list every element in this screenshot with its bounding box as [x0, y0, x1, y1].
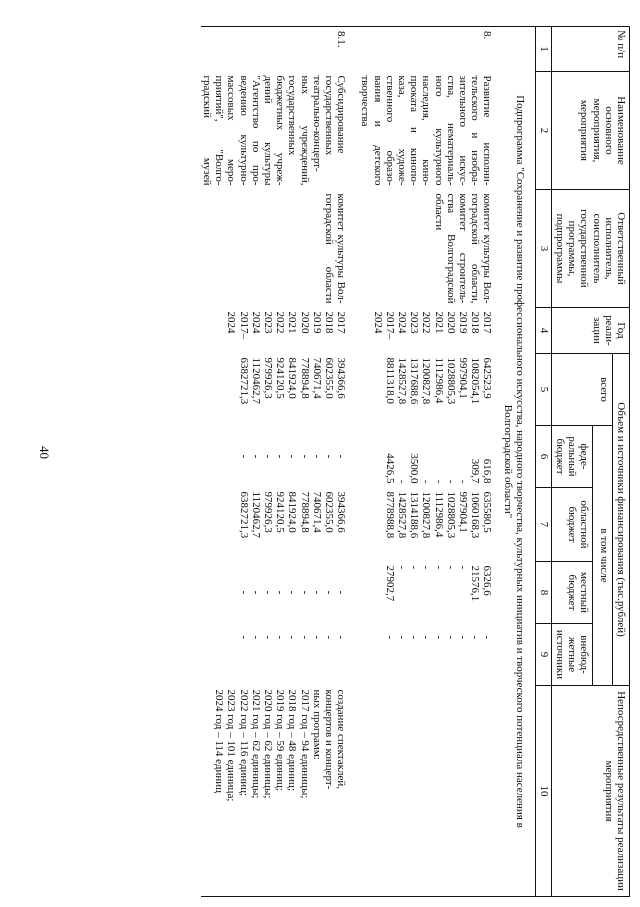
- extra-cell: -: [408, 635, 421, 640]
- column-number: 9: [535, 624, 551, 686]
- total-cell: 642523,9: [481, 357, 494, 399]
- federal-cell: -: [395, 479, 408, 484]
- year-cell: 2023: [261, 311, 274, 334]
- local-cell: -: [261, 590, 274, 595]
- local-cell: -: [420, 565, 433, 570]
- federal-cell: -: [456, 479, 469, 484]
- regional-cell: 997904,1: [456, 491, 469, 533]
- row-extra: [359, 624, 493, 686]
- table-header: [551, 27, 629, 897]
- header-responsible: Ответственный исполнитель, соисполнитель государственной программы, подпрограммы: [551, 190, 629, 308]
- total-cell: 1028805,3: [444, 357, 457, 405]
- row-responsible: [201, 190, 347, 308]
- responsible-line: ства Волгоградской: [444, 193, 457, 304]
- year-cell: 2021: [286, 311, 299, 334]
- total-cell: 1317688,6: [408, 357, 421, 405]
- name-line: проката и кинопо-: [408, 75, 421, 186]
- local-cell: -: [456, 565, 469, 570]
- program-table: [201, 26, 630, 897]
- name-line: ведению культурно-: [237, 75, 250, 186]
- total-cell: 1120462,7: [249, 357, 262, 404]
- name-line: бюджетных учреж-: [274, 75, 287, 186]
- year-cell: 2019: [456, 311, 469, 334]
- federal-cell: -: [274, 454, 287, 459]
- federal-cell: -: [286, 454, 299, 459]
- row-total: [201, 354, 347, 426]
- federal-cell: -: [420, 479, 433, 484]
- regional-cell: 924120,5: [274, 491, 287, 533]
- extra-cell: -: [322, 635, 335, 640]
- row-responsible: [359, 190, 493, 308]
- local-cell: -: [298, 590, 311, 595]
- federal-cell: 4426,5: [383, 453, 396, 484]
- row-name: [359, 72, 493, 190]
- row-number: 8.: [359, 27, 493, 72]
- regional-cell: 778894,8: [298, 491, 311, 533]
- column-number-row: [535, 27, 551, 897]
- extra-cell: -: [456, 635, 469, 640]
- extra-cell: -: [444, 635, 457, 640]
- responsible-line: комитет строитель-: [456, 193, 469, 304]
- header-results: Непосредственные результаты реализации мероприятия: [551, 686, 629, 897]
- column-number: 6: [535, 426, 551, 488]
- year-cell: 2022: [420, 311, 433, 334]
- regional-cell: 979926,3: [261, 491, 274, 533]
- federal-cell: -: [249, 454, 262, 459]
- result-line: 2020 год – 62 единицы;: [261, 689, 274, 799]
- year-cell: 2017–2024: [225, 311, 250, 339]
- total-cell: 1200827,8: [420, 357, 433, 405]
- federal-cell: -: [298, 454, 311, 459]
- local-cell: -: [274, 590, 287, 595]
- result-line: 2021 год – 62 единицы;: [249, 689, 262, 799]
- name-line: градский музей: [200, 75, 213, 186]
- name-line: массовых меро-: [225, 75, 238, 186]
- responsible-line: комитет культуры Вол-: [481, 193, 494, 304]
- header-name: Наименование основного мероприятия, мероприятия: [551, 72, 629, 190]
- name-line: ных учреждений,: [298, 75, 311, 186]
- federal-cell: -: [322, 454, 335, 459]
- table-row-8: [359, 27, 493, 897]
- total-cell: 841924,0: [286, 357, 299, 399]
- row-years: [359, 308, 493, 354]
- name-line: дений культуры: [261, 75, 274, 186]
- regional-cell: 740671,4: [310, 491, 323, 533]
- regional-cell: 1060168,3: [469, 491, 482, 539]
- federal-cell: -: [335, 454, 348, 459]
- regional-cell: 6382721,3: [237, 491, 250, 539]
- total-cell: 6382721,3: [237, 357, 250, 405]
- local-cell: 27902,7: [383, 565, 396, 602]
- header-extra: внебюд-жетные источники: [551, 624, 593, 686]
- total-cell: 924120,5: [274, 357, 287, 399]
- table-row-8-1: [201, 27, 347, 897]
- row-local: [359, 562, 493, 624]
- federal-cell: 3500,0: [408, 453, 421, 484]
- header-regional: областной бюджет: [551, 488, 593, 562]
- header-including: в том числе: [593, 426, 612, 686]
- regional-cell: 841924,0: [286, 491, 299, 533]
- column-number: 8: [535, 562, 551, 624]
- federal-cell: -: [237, 454, 250, 459]
- header-local: местный бюджет: [551, 562, 593, 624]
- total-cell: 394366,6: [335, 357, 348, 399]
- total-cell: 8811318,0: [383, 357, 396, 404]
- result-line: 2024 год – 114 единиц: [213, 689, 226, 794]
- local-cell: -: [395, 565, 408, 570]
- name-line: тельского и изобра-: [469, 75, 482, 186]
- year-cell: 2019: [310, 311, 323, 334]
- regional-cell: 1120462,7: [249, 491, 262, 538]
- year-cell: 2018: [322, 311, 335, 334]
- name-line: каза, художе-: [395, 75, 408, 186]
- name-line: Развитие исполни-: [481, 75, 494, 186]
- row-total: [359, 354, 493, 426]
- header-year: Год реали-зации: [551, 308, 629, 354]
- row-results: [201, 686, 347, 897]
- extra-cell: -: [432, 635, 445, 640]
- responsible-line: области: [432, 193, 445, 231]
- column-number: 7: [535, 488, 551, 562]
- regional-cell: 1314188,6: [408, 491, 421, 539]
- year-cell: 2024: [395, 311, 408, 334]
- federal-cell: -: [310, 454, 323, 459]
- regional-cell: 602355,0: [322, 491, 335, 533]
- extra-cell: -: [274, 635, 287, 640]
- result-line: 2017 год – 94 единицы;: [298, 689, 311, 799]
- extra-cell: -: [420, 635, 433, 640]
- year-cell: 2018: [469, 311, 482, 334]
- federal-cell: -: [444, 479, 457, 484]
- extra-cell: -: [335, 635, 348, 640]
- row-name: [201, 72, 347, 190]
- extra-cell: -: [237, 635, 250, 640]
- result-line: 2022 год – 116 единиц;: [237, 689, 250, 797]
- regional-cell: 1428527,8: [395, 491, 408, 539]
- extra-cell: -: [286, 635, 299, 640]
- result-line: создание спектаклей,: [335, 689, 348, 789]
- responsible-line: комитет культуры Вол-: [335, 193, 348, 304]
- local-cell: -: [335, 590, 348, 595]
- column-number: 4: [535, 308, 551, 354]
- row-federal: [201, 426, 347, 488]
- name-line: наследия, кино-: [420, 75, 433, 186]
- year-cell: 2017: [335, 311, 348, 334]
- name-line: приятий", "Волго-: [213, 75, 226, 186]
- row-regional: [359, 488, 493, 562]
- header-num: № п/п: [551, 27, 629, 72]
- total-cell: 1082054,1: [469, 357, 482, 405]
- year-cell: 2022: [274, 311, 287, 334]
- row-local: [201, 562, 347, 624]
- local-cell: -: [286, 590, 299, 595]
- total-cell: 740671,4: [310, 357, 323, 399]
- local-cell: 21576,1: [469, 565, 482, 602]
- name-line: театрально-концерт-: [310, 75, 323, 172]
- name-line: "Агентство по про-: [249, 75, 262, 186]
- federal-cell: -: [432, 479, 445, 484]
- row-results: [359, 686, 493, 897]
- subprogram-row: [493, 27, 535, 897]
- row-gap: [347, 27, 359, 897]
- extra-cell: -: [249, 635, 262, 640]
- responsible-line: гоградской области,: [469, 193, 482, 304]
- extra-cell: -: [395, 635, 408, 640]
- name-line: ства, нематериаль-: [444, 75, 457, 186]
- local-cell: -: [310, 590, 323, 595]
- local-cell: -: [322, 590, 335, 595]
- extra-cell: -: [310, 635, 323, 640]
- result-line: 2019 год – 59 единиц;: [274, 689, 287, 792]
- name-line: зительного искус-: [456, 75, 469, 186]
- regional-cell: 635580,5: [481, 491, 494, 533]
- total-cell: 1112986,4: [432, 357, 445, 404]
- year-cell: 2020: [298, 311, 311, 334]
- federal-cell: 309,7: [469, 458, 482, 484]
- year-cell: 2020: [444, 311, 457, 334]
- subprogram-title: Подпрограмма "Сохранение и развитие профессионального искусства, народного творчества, культурных инициатив и творческого потенциала населения в Волгоградской области": [493, 27, 535, 897]
- total-cell: 979926,3: [261, 357, 274, 399]
- name-line: государственных: [322, 75, 335, 156]
- column-number: 3: [535, 190, 551, 308]
- year-cell: 2021: [432, 311, 445, 334]
- column-number: 1: [535, 27, 551, 72]
- total-cell: 997904,1: [456, 357, 469, 399]
- name-line: ственного образо-: [383, 75, 396, 186]
- total-cell: 602355,0: [322, 357, 335, 399]
- extra-cell: -: [261, 635, 274, 640]
- year-cell: 2017: [481, 311, 494, 334]
- name-line: ного культурного: [432, 75, 445, 186]
- name-line: Субсидирование: [335, 75, 348, 154]
- year-cell: 2023: [408, 311, 421, 334]
- page-number: 40: [37, 446, 52, 459]
- local-cell: -: [237, 590, 250, 595]
- local-cell: -: [432, 565, 445, 570]
- regional-cell: 1200827,8: [420, 491, 433, 539]
- local-cell: -: [444, 565, 457, 570]
- row-number: 8.1.: [201, 27, 347, 72]
- year-cell: 2024: [249, 311, 262, 334]
- federal-cell: 616,8: [481, 458, 494, 484]
- regional-cell: 1112986,4: [432, 491, 445, 538]
- column-number: 2: [535, 72, 551, 190]
- total-cell: 778894,8: [298, 357, 311, 399]
- name-line: государственных: [286, 75, 299, 156]
- header-funding: Объем и источники финансирования (тыс.рублей): [612, 354, 629, 686]
- extra-cell: -: [469, 635, 482, 640]
- name-line: вания и детского: [371, 75, 384, 186]
- row-regional: [201, 488, 347, 562]
- row-extra: [201, 624, 347, 686]
- extra-cell: -: [481, 635, 494, 640]
- header-federal: феде-ральный бюджет: [551, 426, 593, 488]
- regional-cell: 1028805,3: [444, 491, 457, 539]
- federal-cell: -: [261, 454, 274, 459]
- header-total: всего: [551, 354, 612, 426]
- name-line: творчества: [359, 75, 372, 127]
- rotated-page: [70, 26, 630, 896]
- row-years: [201, 308, 347, 354]
- result-line: 2023 год – 101 единица;: [225, 689, 238, 802]
- total-cell: 1428527,8: [395, 357, 408, 405]
- column-number: 10: [535, 686, 551, 897]
- local-cell: -: [249, 590, 262, 595]
- column-number: 5: [535, 354, 551, 426]
- extra-cell: -: [383, 635, 396, 640]
- row-federal: [359, 426, 493, 488]
- extra-cell: -: [298, 635, 311, 640]
- result-line: 2018 год – 48 единиц;: [286, 689, 299, 792]
- local-cell: -: [408, 565, 421, 570]
- result-line: концертов и концерт-: [322, 689, 335, 790]
- regional-cell: 8778988,8: [383, 491, 396, 539]
- regional-cell: 394366,6: [335, 491, 348, 533]
- result-line: ных программ:: [310, 689, 323, 760]
- responsible-line: гоградской области: [322, 193, 335, 304]
- year-cell: 2017–2024: [371, 311, 396, 339]
- local-cell: 6326,6: [481, 565, 494, 596]
